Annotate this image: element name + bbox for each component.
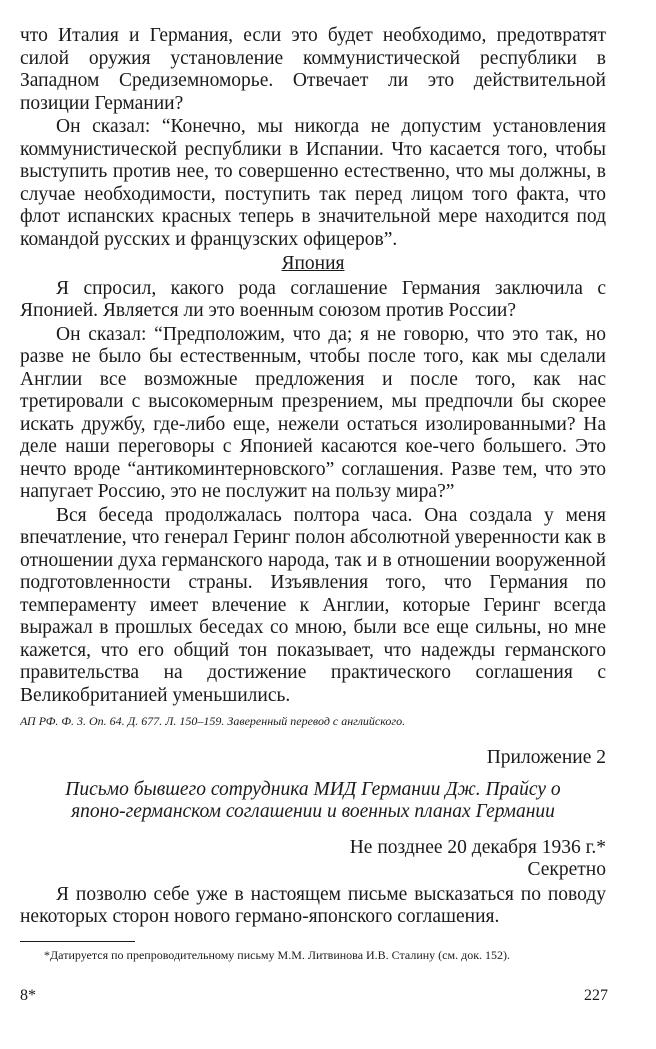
footnote-rule (20, 941, 135, 942)
letter-title: Письмо бывшего сотрудника МИД Германии Дж. Прайсу о японо-германском соглашении и военных планах Германии (65, 778, 561, 822)
paragraph-question: Я спросил, какого рода соглашение Германия заключила с Японией. Является ли это военным союзом против России? (20, 277, 606, 321)
paragraph-letter: Я позволю себе уже в настоящем письме высказаться по поводу некоторых сторон нового германо-японского соглашения. (20, 883, 606, 927)
appendix-label: Приложение 2 (486, 747, 606, 768)
signature-mark: 8* (20, 987, 36, 1004)
paragraph-answer: Он сказал: “Предположим, что да; я не говорю, что это так, но разве не было бы естественным, чтобы после того, как мы сделали Англии все возможные предложения и после того, как нас третировали с высокомерным презрением, мы предпочли бы скорее искать дружбу, где-либо еще, нежели остаться изолированными? На деле наши переговоры с Японией касаются кое-чего большего. Это нечто вроде “антикоминтерновского” соглашения. Разве тем, что это напугает Россию, это не послужит на пользу мира?” (20, 323, 606, 502)
section-heading-japan: Япония (281, 253, 345, 274)
footnote: *Датируется по препроводительному письму М.М. Литвинова И.В. Сталину (см. док. 152). (44, 947, 511, 962)
letter-date: Не позднее 20 декабря 1936 г.* (349, 836, 606, 858)
secrecy-label: Секретно (527, 859, 606, 880)
archive-source-note: АП РФ. Ф. 3. Оп. 64. Д. 677. Л. 150–159. Заверенный перевод с английского. (20, 714, 406, 728)
main-text (20, 25, 606, 963)
paragraph-conversation: Вся беседа продолжалась полтора часа. Она создала у меня впечатление, что генерал Геринг полон абсолютной уверенности как в отношении духа германского народа, так и в отношении вооруженной подготовленности страны. Изъявления того, что Германия по темпераменту имеет влечение к Англии, которые Геринг всегда выражал в прошлых беседах со мною, были все еще сильны, но мне кажется, что его общий тон показывает, что надежды германского правительства на достижение практического соглашения с Великобританией уменьшились. (20, 504, 606, 706)
page-number: 227 (584, 987, 608, 1004)
paragraph-spain: Он сказал: “Конечно, мы никогда не допустим установления коммунистической республики в Испании. Что касается того, чтобы выступить против нее, то совершенно естественно, что мы должны, в случае необходимости, поступить так перед лицом того факта, что флот испанских красных теперь в значительной мере находится под командой русских и французских офицеров”. (20, 116, 606, 250)
paragraph-top: что Италия и Германия, если это будет необходимо, предотвратят силой оружия установление коммунистической республики в Западном Средиземноморье. Отвечает ли это действительной позиции Германии? (20, 25, 606, 114)
